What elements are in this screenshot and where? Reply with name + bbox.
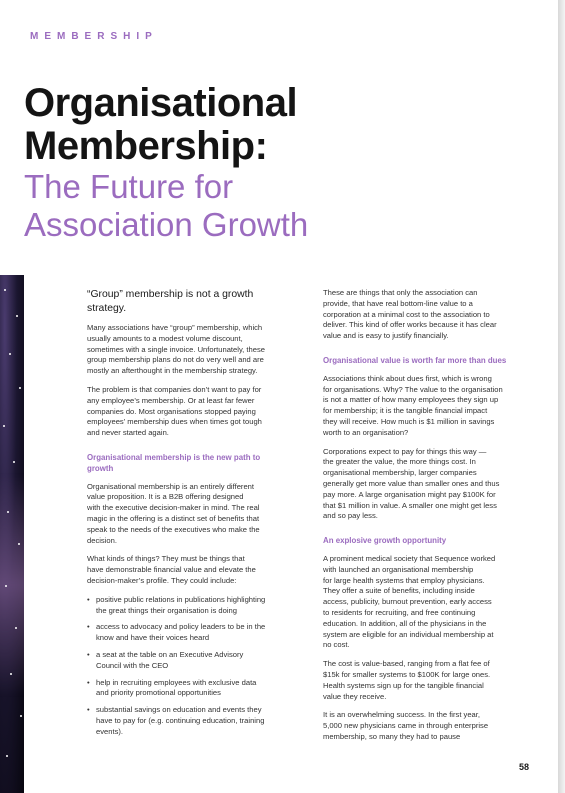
list-item-text: access to advocacy and policy leaders to be in the know and have their voices heard xyxy=(96,622,266,643)
section-heading: Organisational value is worth far more than dues xyxy=(323,355,507,365)
starfield-image xyxy=(0,275,24,793)
list-item-text: substantial savings on education and events they have to pay for (e.g. continuing education, training events). xyxy=(96,705,265,736)
bullet-icon: • xyxy=(87,705,90,715)
list-item xyxy=(87,705,295,737)
paragraph: Associations think about dues first, which is wrong for organisations. Why? The value to the organisation is not a matter of how many employees they sign up for membership; it is the tangible financial impact they will receive. How much is $1 million in savings worth to an organisation? xyxy=(323,373,503,437)
article-subheadline: The Future for Association Growth xyxy=(24,168,309,243)
list-item-text: a seat at the table on an Executive Advisory Council with the CEO xyxy=(96,649,244,670)
paragraph: Organisational membership is an entirely different value proposition. It is a B2B offering designed with the executive decision-maker in mind. The real magic in the offering is a distinct set of benefits that speak to the needs of the executives who make the decision. xyxy=(87,481,260,545)
bullet-icon: • xyxy=(87,594,90,604)
bullet-icon: • xyxy=(87,677,90,687)
article-headline: Organisational Membership: xyxy=(24,81,298,168)
paragraph: It is an overwhelming success. In the first year, 5,000 new physicians came in through enterprise membership, so many they had to pause xyxy=(323,710,489,741)
section-heading: Organisational membership is the new path to growth xyxy=(87,452,261,473)
paragraph: Many associations have “group” membership, which usually amounts to a modest volume discount, sometimes with a single invoice. Unfortunately, these group membership plans do not do very well and are mostly an afterthought in the membership strategy. xyxy=(87,323,265,376)
paragraph: These are things that only the association can provide, that have real bottom-line value to a corporation at a minimal cost to the association to deliver. This kind of offer works because it has clear value and is easy to justify financially. xyxy=(323,288,497,341)
paragraph: A prominent medical society that Sequence worked with launched an organisational membership for large health systems that employ physicians. They offer a suite of benefits, including inside access, publicity, burnout prevention, early access to residents for recruiting, and free continuing education. In addition, all of the physicians in the system are eligible for an individual membership at no cost. xyxy=(323,553,496,650)
list-item xyxy=(87,650,295,672)
list-item-text: positive public relations in publications highlighting the great things their organisation is doing xyxy=(96,594,266,615)
list-item xyxy=(87,622,295,644)
list-item xyxy=(87,595,295,617)
paragraph: The cost is value-based, ranging from a flat fee of $15k for smaller systems to $100K for large ones. Health systems sign up for the tangible financial value they receive. xyxy=(323,659,491,701)
page-number: 58 xyxy=(519,762,530,772)
lede-paragraph: “Group” membership is not a growth strategy. xyxy=(87,289,254,314)
paragraph: The problem is that companies don’t want to pay for any employee’s membership. Or at least far fewer companies do. Most organisations stopped paying employees’ membership dues when times got tough and never started again. xyxy=(87,384,262,438)
bullet-icon: • xyxy=(87,649,90,659)
bullet-icon: • xyxy=(87,622,90,632)
left-column xyxy=(87,288,295,744)
benefits-list xyxy=(87,595,295,738)
list-item-text: help in recruiting employees with exclusive data and priority promotional opportunities xyxy=(96,677,257,698)
right-column xyxy=(323,288,531,751)
paragraph: What kinds of things? They must be things that have demonstrable financial value and elevate the decision-maker’s profile. They could include: xyxy=(87,554,256,585)
section-heading: An explosive growth opportunity xyxy=(323,536,447,546)
list-item xyxy=(87,678,295,700)
paragraph: Corporations expect to pay for things this way — the greater the value, the more things cost. In organisational membership, larger companies generally get more value than smaller ones and thus pay more. A large organisation might pay $100K for that $1 million in value. A smaller one might get less and so pay less. xyxy=(323,446,500,521)
section-overline: MEMBERSHIP xyxy=(30,31,158,42)
page-edge xyxy=(558,0,565,793)
